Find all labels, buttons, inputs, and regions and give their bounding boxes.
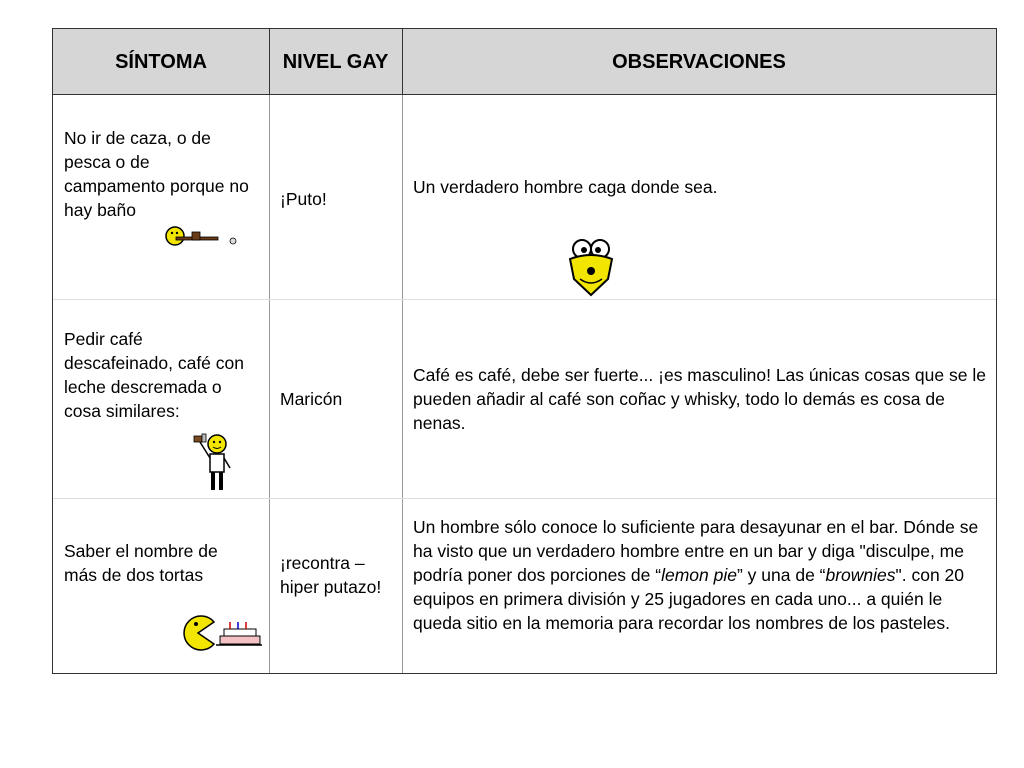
row-divider xyxy=(53,299,996,300)
header-divider xyxy=(402,29,403,95)
header-symptom: SÍNTOMA xyxy=(115,50,207,73)
smiley-with-rifle-icon xyxy=(164,224,242,248)
header-level: NIVEL GAY xyxy=(282,50,389,73)
obs-text: ” y una de “ xyxy=(736,565,826,585)
pacman-with-cake-icon xyxy=(180,614,264,652)
header-observations: OBSERVACIONES xyxy=(612,50,786,73)
obs-emphasis: brownies xyxy=(825,565,896,585)
row1-symptom: No ir de caza, o de pesca o de campamento porque no hay baño xyxy=(64,128,249,220)
row2-observation: Café es café, debe ser fuerte... ¡es masculino! Las únicas cosas que se le pueden añadir al café son coñac y whisky, todo lo demás es cosa de nenas. xyxy=(413,365,986,433)
row3-symptom: Saber el nombre de más de dos tortas xyxy=(64,541,218,585)
row2-level: Maricón xyxy=(280,389,343,409)
obs-emphasis: lemon pie xyxy=(661,565,737,585)
row1-observation: Un verdadero hombre caga donde sea. xyxy=(413,177,718,197)
obs-text: Un hombre sólo conoce lo suficiente para desayunar en el bar. Dónde se ha visto que un verdadero hombre entre en un bar y diga "disculpe, me podría poner dos porciones de “ xyxy=(413,517,979,585)
row2-symptom: Pedir café descafeinado, café con leche descremada o cosa similares: xyxy=(64,329,244,421)
row3-level: ¡recontra – hiper putazo! xyxy=(280,553,382,597)
yellow-frog-smiley-icon xyxy=(566,237,616,297)
obs-text: ". con 20 equipos en primera división y 25 jugadores en cada uno... a quién le queda sitio en la memoria para recordar los nombres de los pasteles. xyxy=(413,565,965,633)
waiter-smiley-icon xyxy=(192,432,234,492)
row3-observation xyxy=(413,515,988,635)
row-divider xyxy=(53,498,996,499)
column-divider xyxy=(269,95,270,673)
column-divider xyxy=(402,95,403,673)
header-divider xyxy=(269,29,270,95)
row1-level: ¡Puto! xyxy=(280,189,327,209)
symptom-table xyxy=(52,28,997,674)
